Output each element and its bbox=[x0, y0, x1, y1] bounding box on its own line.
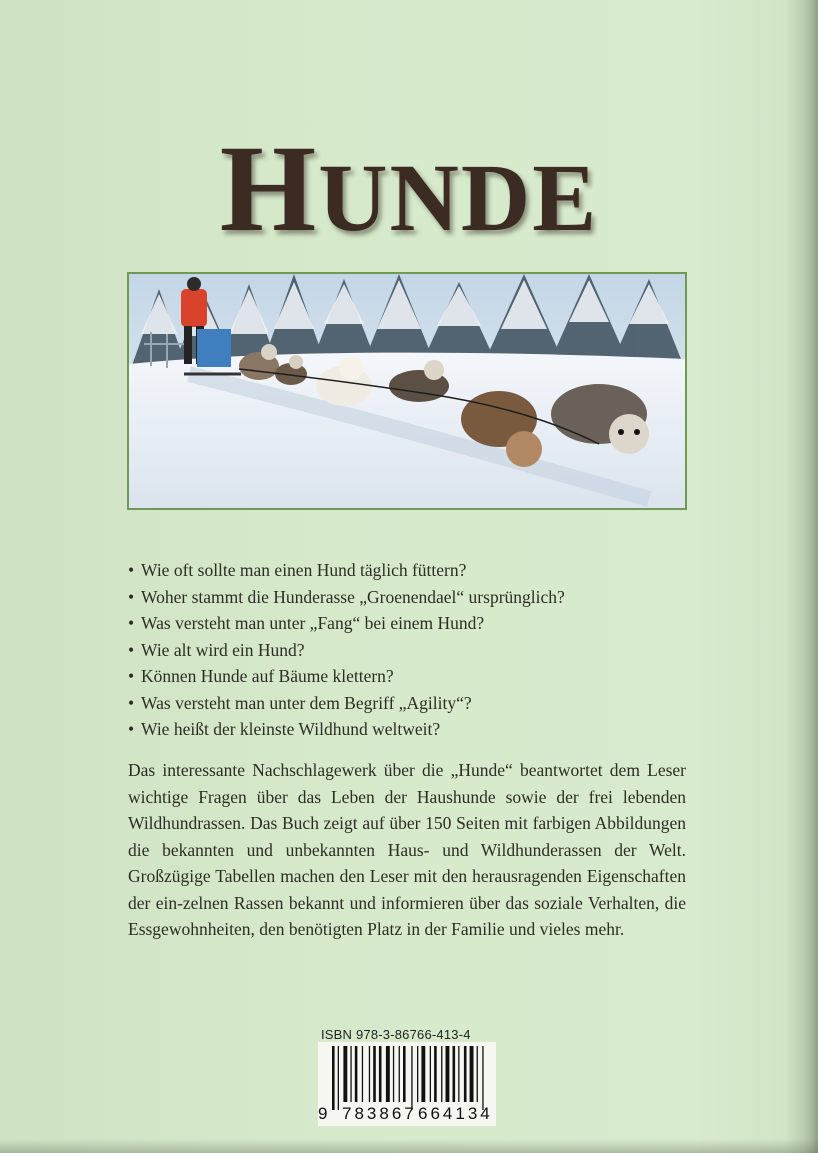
bullet-icon: • bbox=[128, 719, 135, 739]
list-item: • Können Hunde auf Bäume klettern? bbox=[128, 663, 728, 690]
isbn-number: ISBN 978-3-86766-413-4 bbox=[321, 1027, 471, 1042]
question-list bbox=[128, 557, 728, 743]
bullet-icon: • bbox=[128, 560, 135, 580]
list-item: • Was versteht man unter „Fang“ bei einem Hund? bbox=[128, 610, 728, 637]
bullet-icon: • bbox=[128, 639, 135, 660]
bullet-icon: • bbox=[128, 666, 135, 686]
sled-dog-photo bbox=[127, 272, 687, 510]
bullet-icon: • bbox=[128, 586, 135, 607]
list-item: • Was versteht man unter dem Begriff „Agility“? bbox=[128, 690, 728, 717]
bullet-icon: • bbox=[128, 613, 135, 633]
title-rest: UNDE bbox=[318, 144, 599, 251]
barcode-right-group: 664134 bbox=[418, 1104, 493, 1123]
barcode-digits bbox=[318, 1042, 496, 1126]
bullet-icon: • bbox=[128, 692, 135, 713]
barcode bbox=[318, 1042, 496, 1126]
bottom-edge bbox=[0, 1139, 818, 1153]
book-title bbox=[0, 118, 818, 260]
list-item: • Wie oft sollte man einen Hund täglich füttern? bbox=[128, 557, 728, 584]
book-description: Das interessante Nachschlagewerk über die „Hunde“ beantwortet dem Leser wichtige Fragen über das Leben der Haushunde sowie der frei lebenden Wildhundrassen. Das Buch zeigt auf über 150 Seiten mit farbigen Abbildungen die bekannten und unbekannten Haus- und Wildhunderassen der Welt. Großzügige Tabellen machen den Leser mit den herausragenden Eigenschaften der ein-zelnen Rassen bekannt und informieren über das soziale Verhalten, die Essgewohnheiten, den benötigten Platz in der Familie und vieles mehr. bbox=[128, 760, 686, 939]
list-item: • Woher stammt die Hunderasse „Groenendael“ ursprünglich? bbox=[128, 584, 728, 611]
barcode-left-group: 783867 bbox=[342, 1104, 417, 1123]
list-item: • Wie heißt der kleinste Wildhund weltweit? bbox=[128, 716, 728, 743]
title-initial: H bbox=[219, 120, 319, 257]
barcode-first-digit: 9 bbox=[318, 1104, 328, 1123]
spine-edge bbox=[784, 0, 818, 1153]
list-item: • Wie alt wird ein Hund? bbox=[128, 637, 728, 664]
